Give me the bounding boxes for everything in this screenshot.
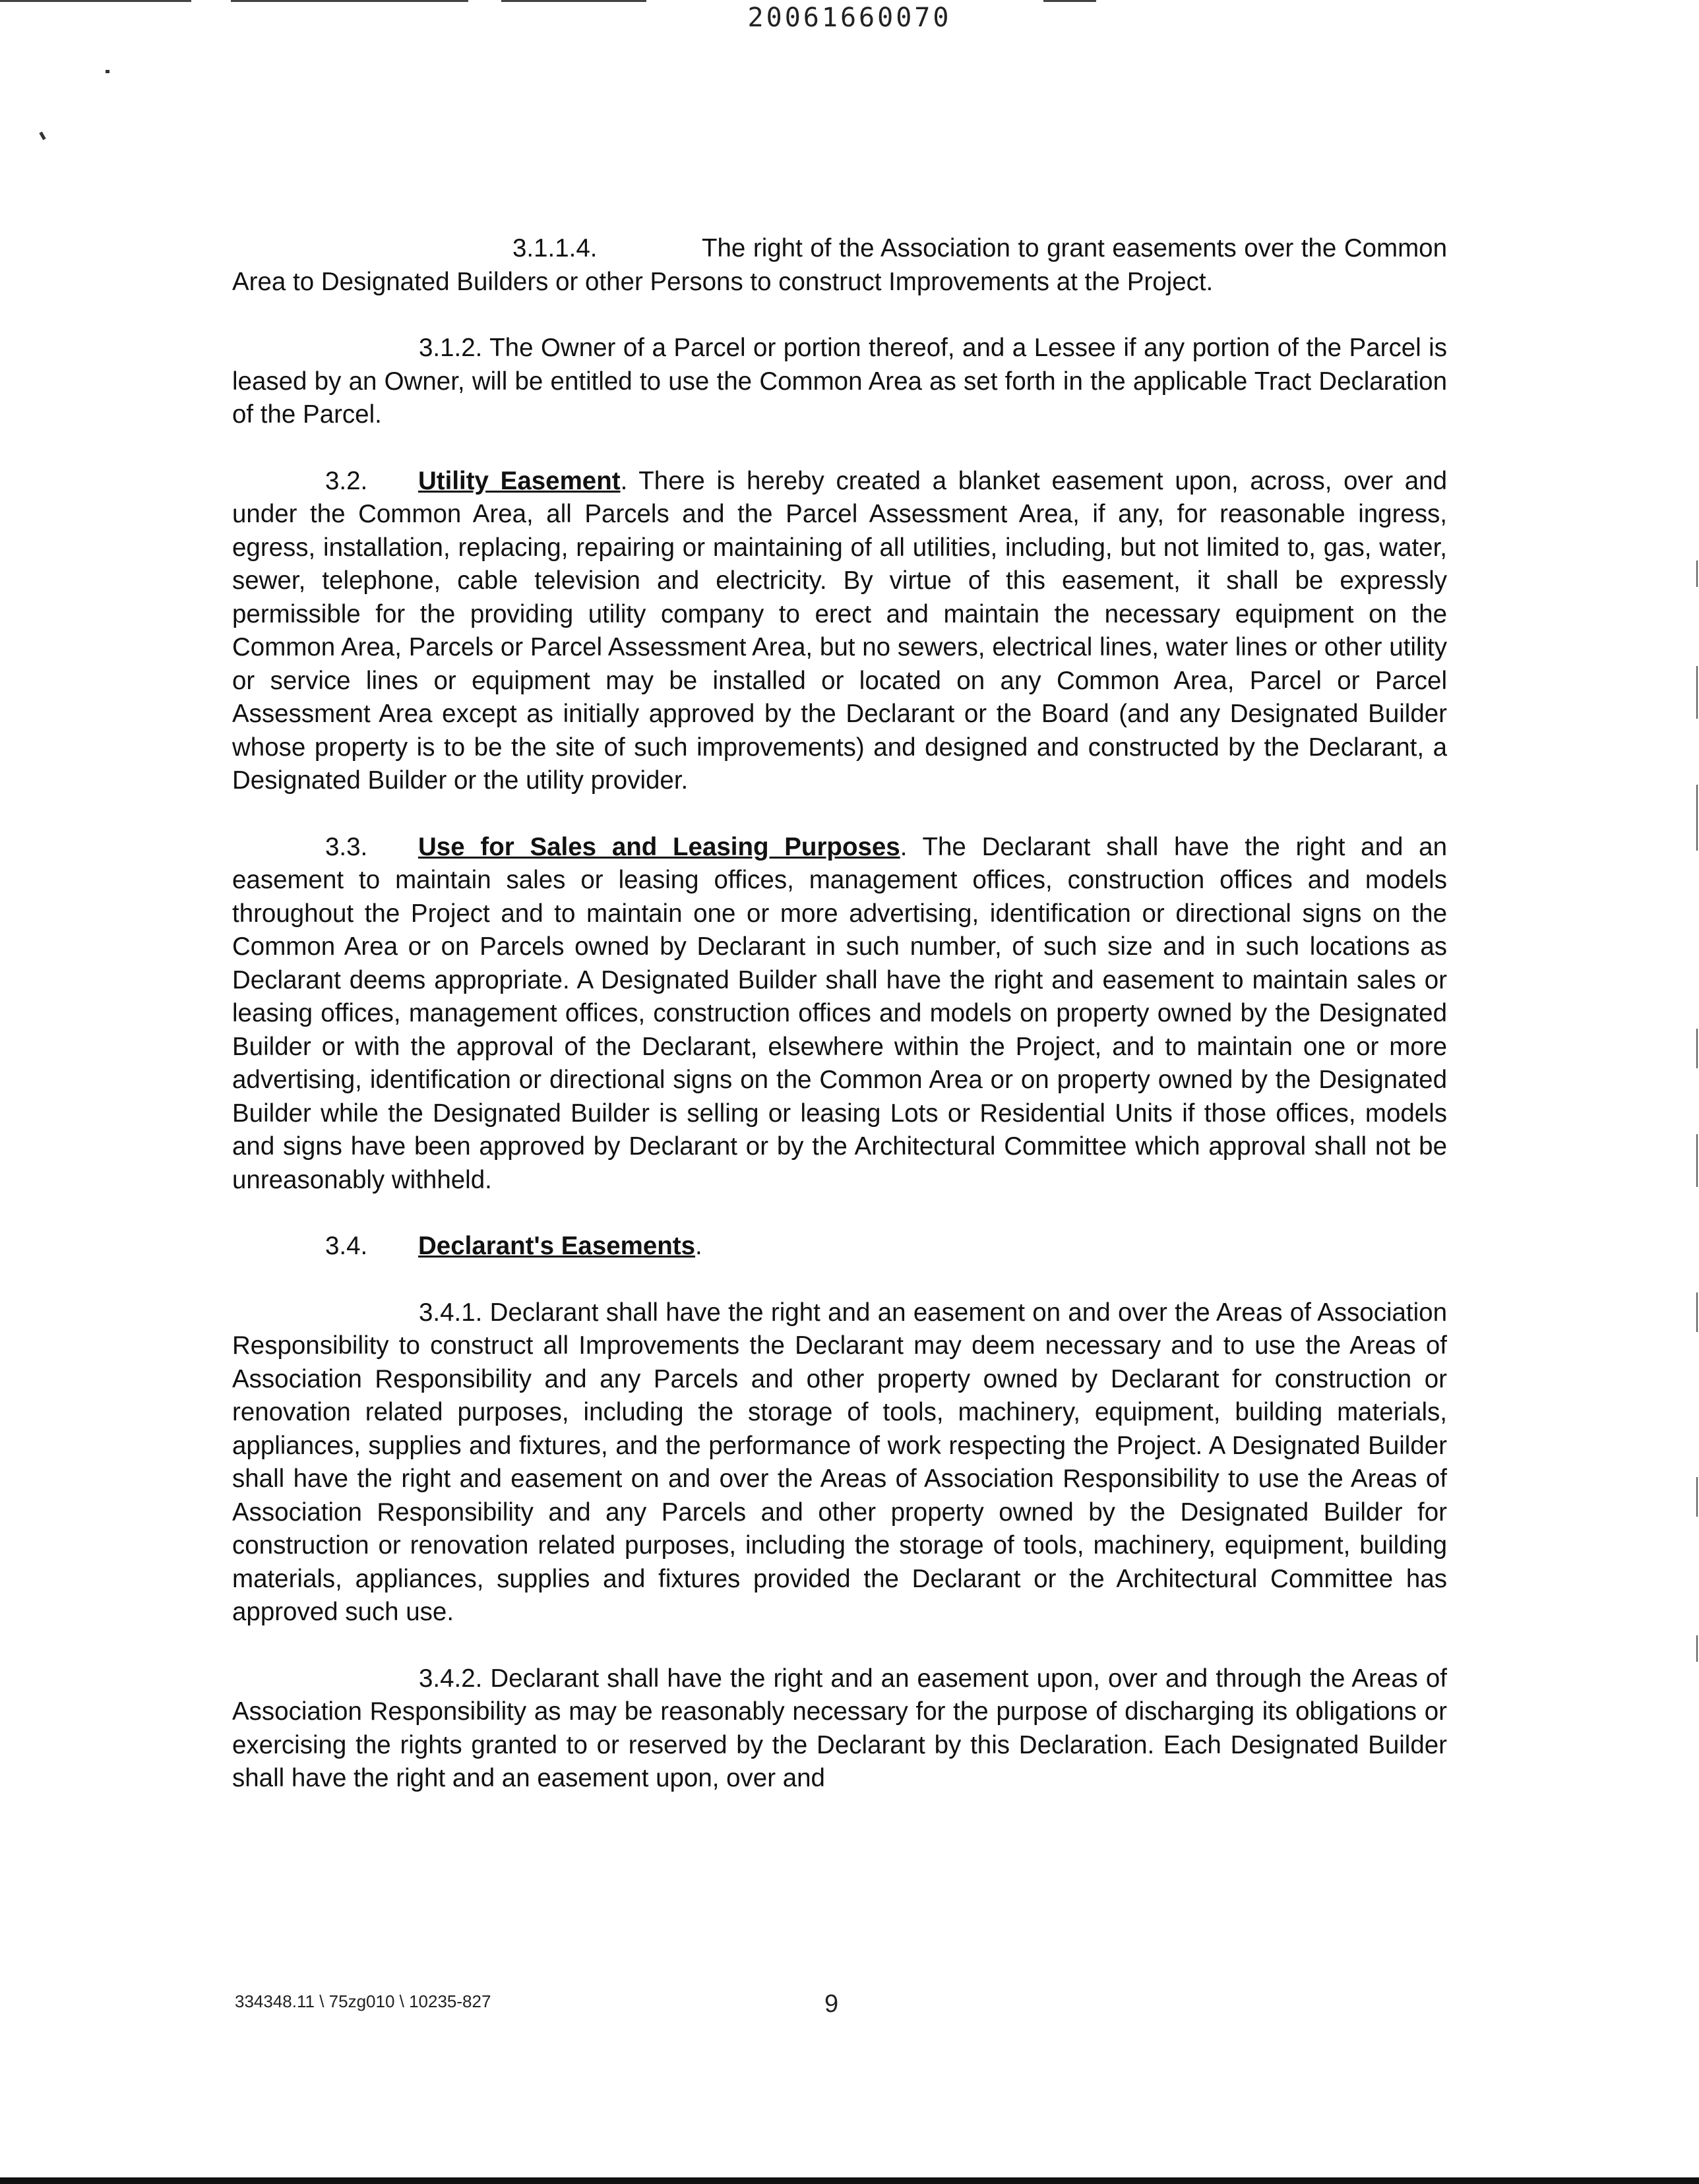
document-number: 20061660070: [747, 3, 952, 33]
page-number: 9: [824, 1990, 839, 2018]
paragraph-number: 3.4.1.: [419, 1298, 483, 1327]
paragraph-3-4-1: [232, 1296, 1447, 1629]
paragraph-text: .: [695, 1232, 702, 1260]
paragraph-text: The Owner of a Parcel or portion thereof, and a Lessee if any portion of the Parcel is leased by an Owner, will be entitled to use the Common Area as set forth in the applicable Tract Declaration of the Parcel.: [232, 334, 1447, 429]
paragraph-number: 3.4.: [325, 1232, 368, 1260]
paragraph-3-4-2: [232, 1662, 1447, 1796]
paragraph-text: The right of the Association to grant easements over the Common Area to Designated Builders or other Persons to construct Improvements at the Project.: [232, 234, 1447, 296]
paragraph-number: 3.1.1.4.: [512, 234, 598, 262]
document-body: [232, 232, 1447, 1829]
paragraph-3-1-1-4: [232, 232, 1447, 299]
paragraph-number: 3.2.: [325, 466, 368, 495]
scan-top-line: [1043, 0, 1096, 2]
paragraph-3-4: [232, 1230, 1447, 1263]
paragraph-text: Declarant shall have the right and an easement on and over the Areas of Association Responsibility to construct all Improvements the Declarant may deem necessary and to use the Areas of Association Responsibility and any Parcels and other property owned by Declarant for construction or renovation related purposes, including the storage of tools, machinery, equipment, building materials, appliances, supplies and fixtures, and the performance of work respecting the Project. A Designated Builder shall have the right and easement on and over the Areas of Association Responsibility to use the Areas of Association Responsibility and any Parcels and other property owned by the Designated Builder for construction or renovation related purposes, including the storage of tools, machinery, equipment, building materials, appliances, supplies and fixtures provided the Declarant or the Architectural Committee has approved such use.: [232, 1298, 1447, 1626]
paragraph-text: Declarant shall have the right and an easement upon, over and through the Areas of Association Responsibility as may be reasonably necessary for the purpose of discharging its obligations or exercising the rights granted to or reserved by the Declarant by this Declaration. Each Designated Builder shall have the right and an easement upon, over and: [232, 1664, 1447, 1792]
section-heading: Use for Sales and Leasing Purposes: [418, 832, 900, 861]
scan-top-line: [501, 0, 646, 2]
scan-bottom-edge: [0, 2177, 1699, 2184]
scan-top-line: [231, 0, 468, 2]
paragraph-number: 3.4.2.: [419, 1664, 483, 1693]
paragraph-3-1-2: [232, 332, 1447, 432]
paragraph-text: . There is hereby created a blanket easement upon, across, over and under the Common Area, all Parcels and the Parcel Assessment Area, if any, for reasonable ingress, egress, installation, replacing, repairing or maintaining of all utilities, including, but not limited to, gas, water, sewer, telephone, cable television and electricity. By virtue of this easement, it shall be expressly permissible for the providing utility company to erect and maintain the necessary equipment on the Common Area, Parcels or Parcel Assessment Area, but no sewers, electrical lines, water lines or other utility or service lines or equipment may be installed or located on any Common Area, Parcel or Parcel Assessment Area except as initially approved by the Declarant or the Board (and any Designated Builder whose property is to be the site of such improvements) and designed and constructed by the Declarant, a Designated Builder or the utility provider.: [232, 466, 1448, 795]
paragraph-number: 3.3.: [325, 832, 368, 861]
scan-top-line: [0, 0, 191, 2]
section-heading: Declarant's Easements: [418, 1232, 696, 1260]
paragraph-3-2: [232, 465, 1447, 798]
footer-document-id: 334348.11 \ 75zg010 \ 10235-827: [235, 1991, 491, 2011]
section-heading: Utility Easement: [418, 466, 621, 495]
scan-speck: [106, 70, 109, 73]
paragraph-number: 3.1.2.: [419, 334, 483, 362]
paragraph-text: . The Declarant shall have the right and an easement to maintain sales or leasing offices, management offices, construction offices and models throughout the Project and to maintain one or more advertising, identification or directional signs on the Common Area or on Parcels owned by Declarant in such number, of such size and in such locations as Declarant deems appropriate. A Designated Builder shall have the right and easement to maintain sales or leasing offices, management offices, construction offices and models on property owned by the Designated Builder or with the approval of the Declarant, elsewhere within the Project, and to maintain one or more advertising, identification or directional signs on the Common Area or on property owned by the Designated Builder while the Designated Builder is selling or leasing Lots or Residential Units if those offices, models and signs have been approved by Declarant or by the Architectural Committee which approval shall not be unreasonably withheld.: [232, 832, 1447, 1194]
paragraph-3-3: [232, 831, 1447, 1198]
scan-speck: [39, 132, 46, 140]
